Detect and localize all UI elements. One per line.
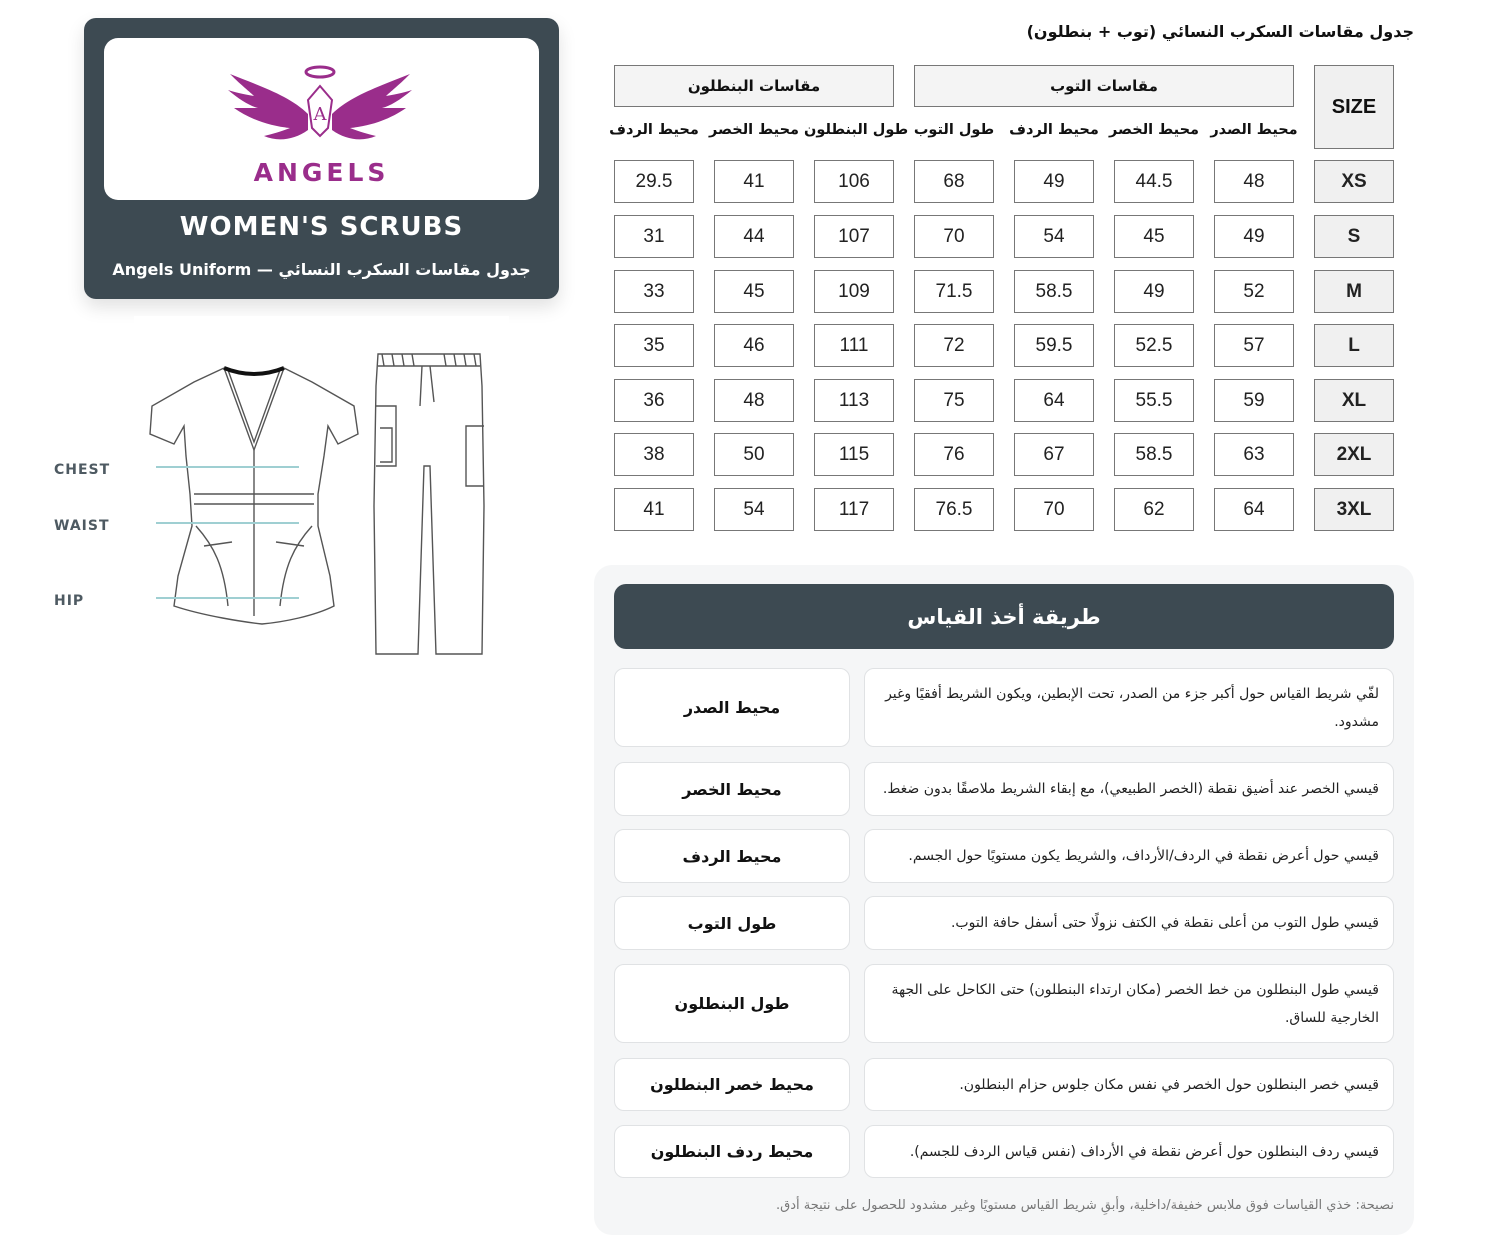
brand-title: WOMEN'S SCRUBS (179, 212, 464, 242)
logo-letter: A (313, 104, 327, 125)
size-column-header: SIZE (1314, 65, 1394, 149)
size-value-cell: 117 (814, 488, 894, 531)
column-header: محيط الخصر (1108, 122, 1200, 138)
size-label-cell: XS (1314, 160, 1394, 203)
pants-sizes-header: مقاسات البنطلون (614, 65, 894, 107)
logo-box (104, 38, 539, 200)
size-value-cell: 46 (714, 324, 794, 367)
brand-card (84, 18, 559, 299)
column-header: محيط الردف (1009, 122, 1099, 138)
measurement-description: قيسي حول أعرض نقطة في الردف/الأرداف، والشريط يكون مستويًا حول الجسم. (864, 829, 1394, 883)
size-value-cell: 107 (814, 215, 894, 258)
size-label-cell: S (1314, 215, 1394, 258)
column-header: طول التوب (913, 122, 995, 138)
size-value-cell: 35 (614, 324, 694, 367)
column-header: طول البنطلون (804, 122, 909, 138)
how-to-measure-title: طريقة أخذ القياس (614, 584, 1394, 649)
size-value-cell: 49 (1214, 215, 1294, 258)
size-value-cell: 29.5 (614, 160, 694, 203)
column-header: محيط الردف (609, 122, 699, 138)
size-value-cell: 44 (714, 215, 794, 258)
size-value-cell: 45 (1114, 215, 1194, 258)
size-value-cell: 68 (914, 160, 994, 203)
hip-label: HIP (54, 593, 85, 609)
measurement-name: محيط ردف البنطلون (614, 1125, 850, 1178)
size-value-cell: 70 (914, 215, 994, 258)
size-value-cell: 58.5 (1014, 270, 1094, 313)
size-value-cell: 75 (914, 379, 994, 422)
measurement-name: محيط الردف (614, 829, 850, 883)
size-value-cell: 59.5 (1014, 324, 1094, 367)
size-value-cell: 52 (1214, 270, 1294, 313)
size-value-cell: 38 (614, 433, 694, 476)
size-value-cell: 41 (614, 488, 694, 531)
size-value-cell: 45 (714, 270, 794, 313)
measurement-description: قيسي طول التوب من أعلى نقطة في الكتف نزولًا حتى أسفل حافة التوب. (864, 896, 1394, 950)
size-label-cell: L (1314, 324, 1394, 367)
size-value-cell: 70 (1014, 488, 1094, 531)
size-value-cell: 54 (714, 488, 794, 531)
size-label-cell: 2XL (1314, 433, 1394, 476)
size-value-cell: 67 (1014, 433, 1094, 476)
size-value-cell: 48 (714, 379, 794, 422)
size-value-cell: 113 (814, 379, 894, 422)
size-value-cell: 111 (814, 324, 894, 367)
measurement-description: قيسي ردف البنطلون حول أعرض نقطة في الأرداف (نفس قياس الردف للجسم). (864, 1125, 1394, 1178)
size-value-cell: 59 (1214, 379, 1294, 422)
size-value-cell: 54 (1014, 215, 1094, 258)
size-table-title: جدول مقاسات السكرب النسائي (توب + بنطلون) (1026, 22, 1414, 41)
column-header: محيط الصدر (1210, 122, 1298, 138)
top-sizes-header: مقاسات التوب (914, 65, 1294, 107)
measurement-name: محيط الصدر (614, 668, 850, 747)
size-value-cell: 71.5 (914, 270, 994, 313)
size-value-cell: 106 (814, 160, 894, 203)
measurement-description: قيسي طول البنطلون من خط الخصر (مكان ارتداء البنطلون) حتى الكاحل على الجهة الخارجية للساق. (864, 964, 1394, 1043)
column-header: محيط الخصر (708, 122, 800, 138)
size-label-cell: 3XL (1314, 488, 1394, 531)
size-value-cell: 64 (1214, 488, 1294, 531)
measuring-tip: نصيحة: خذي القياسات فوق ملابس خفيفة/داخلية، وأبقِ شريط القياس مستويًا وغير مشدود للحصول على نتيجة أدق. (775, 1198, 1394, 1213)
measurement-name: محيط الخصر (614, 762, 850, 816)
size-value-cell: 63 (1214, 433, 1294, 476)
size-label-cell: XL (1314, 379, 1394, 422)
logo-wordmark: ANGELS (253, 158, 390, 187)
size-value-cell: 41 (714, 160, 794, 203)
size-value-cell: 49 (1114, 270, 1194, 313)
size-value-cell: 50 (714, 433, 794, 476)
measurement-description: لفّي شريط القياس حول أكبر جزء من الصدر، تحت الإبطين، ويكون الشريط أفقيًا وغير مشدود. (864, 668, 1394, 747)
size-value-cell: 52.5 (1114, 324, 1194, 367)
size-value-cell: 48 (1214, 160, 1294, 203)
waist-label: WAIST (54, 518, 110, 534)
size-value-cell: 76.5 (914, 488, 994, 531)
angel-wings-logo (220, 56, 420, 156)
size-value-cell: 36 (614, 379, 694, 422)
size-value-cell: 33 (614, 270, 694, 313)
size-value-cell: 31 (614, 215, 694, 258)
brand-subtitle: Angels Uniform — جدول مقاسات السكرب النسائي (112, 260, 531, 279)
size-value-cell: 58.5 (1114, 433, 1194, 476)
size-label-cell: M (1314, 270, 1394, 313)
size-value-cell: 115 (814, 433, 894, 476)
chest-label: CHEST (54, 462, 111, 478)
size-value-cell: 57 (1214, 324, 1294, 367)
size-value-cell: 109 (814, 270, 894, 313)
measurement-name: طول التوب (614, 896, 850, 950)
size-value-cell: 44.5 (1114, 160, 1194, 203)
measurement-description: قيسي الخصر عند أضيق نقطة (الخصر الطبيعي)، مع إبقاء الشريط ملاصقًا بدون ضغط. (864, 762, 1394, 816)
measurement-name: طول البنطلون (614, 964, 850, 1043)
size-value-cell: 64 (1014, 379, 1094, 422)
measurement-name: محيط خصر البنطلون (614, 1058, 850, 1111)
size-value-cell: 49 (1014, 160, 1094, 203)
size-value-cell: 72 (914, 324, 994, 367)
size-value-cell: 55.5 (1114, 379, 1194, 422)
measurement-description: قيسي خصر البنطلون حول الخصر في نفس مكان جلوس حزام البنطلون. (864, 1058, 1394, 1111)
size-value-cell: 76 (914, 433, 994, 476)
size-value-cell: 62 (1114, 488, 1194, 531)
scrubs-illustration (134, 316, 509, 661)
